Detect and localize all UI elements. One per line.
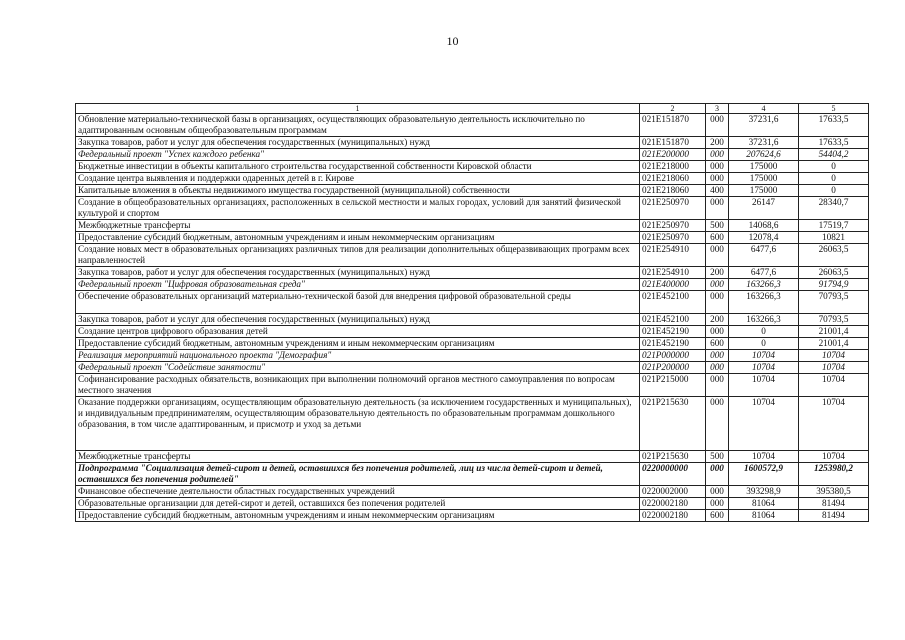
row-type-cell: 000: [706, 498, 729, 510]
row-value-2019-cell: 10704: [729, 451, 799, 463]
row-value-2020-cell: 70793,5: [799, 291, 869, 314]
row-value-2020-cell: 395380,5: [799, 486, 869, 498]
table-row: [76, 279, 869, 291]
row-code-cell: 021E254910: [640, 244, 706, 267]
row-type-cell: 000: [706, 291, 729, 314]
row-type-cell: 200: [706, 314, 729, 326]
row-code-cell: 021P215630: [640, 397, 706, 451]
table-row: [76, 326, 869, 338]
row-code-cell: 0220000000: [640, 463, 706, 486]
row-value-2019-cell: 81064: [729, 510, 799, 522]
row-value-2019-cell: 10704: [729, 362, 799, 374]
row-name-cell: Межбюджетные трансферты: [76, 220, 640, 232]
row-value-2020-cell: 28340,7: [799, 197, 869, 220]
row-type-cell: 500: [706, 220, 729, 232]
row-name-cell: Капитальные вложения в объекты недвижимого имущества государственной (муниципальной) собственности: [76, 185, 640, 197]
row-type-cell: 000: [706, 244, 729, 267]
row-name-cell: Обновление материально-технической базы в организациях, осуществляющих образовательную деятельность исключительно по адаптированным основным общеобразовательным программам: [76, 114, 640, 137]
row-type-cell: 000: [706, 173, 729, 185]
row-name-cell: Федеральный проект "Содействие занятости": [76, 362, 640, 374]
table-row: [76, 137, 869, 149]
row-name-cell: Закупка товаров, работ и услуг для обеспечения государственных (муниципальных) нужд: [76, 314, 640, 326]
row-value-2020-cell: 21001,4: [799, 338, 869, 350]
row-value-2019-cell: 175000: [729, 185, 799, 197]
table-row: [76, 267, 869, 279]
row-value-2019-cell: 175000: [729, 173, 799, 185]
row-value-2020-cell: 26063,5: [799, 267, 869, 279]
row-type-cell: 000: [706, 149, 729, 161]
row-type-cell: 000: [706, 350, 729, 362]
table-row: [76, 362, 869, 374]
row-code-cell: 021E250970: [640, 232, 706, 244]
row-value-2019-cell: 26147: [729, 197, 799, 220]
row-value-2020-cell: 10704: [799, 350, 869, 362]
table-row: [76, 486, 869, 498]
row-value-2019-cell: 37231,6: [729, 114, 799, 137]
table-row: [76, 149, 869, 161]
row-type-cell: 600: [706, 510, 729, 522]
row-value-2019-cell: 12078,4: [729, 232, 799, 244]
row-name-cell: Создание центра выявления и поддержки одаренных детей в г. Кирове: [76, 173, 640, 185]
row-value-2019-cell: 163266,3: [729, 291, 799, 314]
row-value-2019-cell: 393298,9: [729, 486, 799, 498]
row-code-cell: 021E250970: [640, 220, 706, 232]
row-value-2020-cell: 10704: [799, 374, 869, 397]
row-value-2019-cell: 163266,3: [729, 279, 799, 291]
header-col-1: 1: [76, 104, 640, 114]
row-type-cell: 400: [706, 185, 729, 197]
table-row: [76, 173, 869, 185]
row-value-2020-cell: 81494: [799, 510, 869, 522]
table-row: [76, 197, 869, 220]
row-code-cell: 0220002000: [640, 486, 706, 498]
row-code-cell: 021E218000: [640, 161, 706, 173]
row-value-2020-cell: 0: [799, 173, 869, 185]
row-value-2020-cell: 17633,5: [799, 114, 869, 137]
table-row: [76, 232, 869, 244]
row-name-cell: Федеральный проект "Успех каждого ребенка": [76, 149, 640, 161]
table-row: [76, 374, 869, 397]
table-row: [76, 451, 869, 463]
row-code-cell: 021P200000: [640, 362, 706, 374]
row-name-cell: Закупка товаров, работ и услуг для обеспечения государственных (муниципальных) нужд: [76, 267, 640, 279]
row-value-2019-cell: 207624,6: [729, 149, 799, 161]
row-name-cell: Финансовое обеспечение деятельности областных государственных учреждений: [76, 486, 640, 498]
page-number: 10: [446, 34, 459, 48]
row-value-2020-cell: 70793,5: [799, 314, 869, 326]
row-code-cell: 021E218060: [640, 185, 706, 197]
row-type-cell: 000: [706, 362, 729, 374]
row-name-cell: Создание центров цифрового образования детей: [76, 326, 640, 338]
row-name-cell: Предоставление субсидий бюджетным, автономным учреждениям и иным некоммерческим организациям: [76, 338, 640, 350]
row-code-cell: 021E218060: [640, 173, 706, 185]
row-type-cell: 600: [706, 338, 729, 350]
row-name-cell: Предоставление субсидий бюджетным, автономным учреждениям и иным некоммерческим организациям: [76, 232, 640, 244]
row-value-2019-cell: 0: [729, 326, 799, 338]
row-name-cell: Оказание поддержки организациям, осуществляющим образовательную деятельность (за исключением государственных и муниципальных), и индивидуальным предпринимателям, осуществляющим образовательную деятельность по образовательным программам дошкольного образования, в том числе адаптированным, и присмотр и уход за детьми: [76, 397, 640, 451]
row-value-2020-cell: 91794,9: [799, 279, 869, 291]
row-type-cell: 000: [706, 161, 729, 173]
row-value-2019-cell: 10704: [729, 397, 799, 451]
row-type-cell: 000: [706, 326, 729, 338]
row-code-cell: 021E400000: [640, 279, 706, 291]
row-code-cell: 0220002180: [640, 510, 706, 522]
row-value-2019-cell: 6477,6: [729, 244, 799, 267]
row-value-2020-cell: 0: [799, 161, 869, 173]
row-code-cell: 021E151870: [640, 114, 706, 137]
budget-table: [75, 103, 869, 522]
row-name-cell: Подпрограмма "Социализация детей-сирот и детей, оставшихся без попечения родителей, лиц из числа детей-сирот и детей, оставшихся без попечения родителей": [76, 463, 640, 486]
row-code-cell: 021P215630: [640, 451, 706, 463]
row-type-cell: 000: [706, 463, 729, 486]
row-name-cell: Федеральный проект "Цифровая образовательная среда": [76, 279, 640, 291]
row-code-cell: 0220002180: [640, 498, 706, 510]
row-value-2019-cell: 175000: [729, 161, 799, 173]
table-row: [76, 350, 869, 362]
row-code-cell: 021E452100: [640, 291, 706, 314]
row-value-2020-cell: 54404,2: [799, 149, 869, 161]
row-name-cell: Софинансирование расходных обязательств, возникающих при выполнении полномочий органов местного самоуправления по вопросам местного значения: [76, 374, 640, 397]
row-type-cell: 000: [706, 197, 729, 220]
row-value-2019-cell: 10704: [729, 374, 799, 397]
header-col-3: 3: [706, 104, 729, 114]
row-name-cell: Создание новых мест в образовательных организациях различных типов для реализации дополнительных общеразвивающих программ всех направленностей: [76, 244, 640, 267]
row-value-2020-cell: 1253980,2: [799, 463, 869, 486]
row-value-2020-cell: 10704: [799, 451, 869, 463]
header-col-5: 5: [799, 104, 869, 114]
table-row: [76, 498, 869, 510]
row-code-cell: 021E452100: [640, 314, 706, 326]
row-code-cell: 021E151870: [640, 137, 706, 149]
row-code-cell: 021E250970: [640, 197, 706, 220]
row-value-2019-cell: 6477,6: [729, 267, 799, 279]
row-value-2019-cell: 10704: [729, 350, 799, 362]
table-row: [76, 314, 869, 326]
row-name-cell: Межбюджетные трансферты: [76, 451, 640, 463]
row-type-cell: 200: [706, 267, 729, 279]
row-name-cell: Предоставление субсидий бюджетным, автономным учреждениям и иным некоммерческим организациям: [76, 510, 640, 522]
row-value-2020-cell: 17519,7: [799, 220, 869, 232]
table-row: [76, 161, 869, 173]
row-type-cell: 000: [706, 397, 729, 451]
row-value-2020-cell: 10821: [799, 232, 869, 244]
table-header-row: [76, 104, 869, 114]
table-row: [76, 463, 869, 486]
row-name-cell: Обеспечение образовательных организаций материально-технической базой для внедрения цифровой образовательной среды: [76, 291, 640, 314]
table-row: [76, 291, 869, 314]
row-value-2020-cell: 10704: [799, 362, 869, 374]
row-type-cell: 000: [706, 279, 729, 291]
row-code-cell: 021P000000: [640, 350, 706, 362]
row-type-cell: 500: [706, 451, 729, 463]
row-name-cell: Создание в общеобразовательных организациях, расположенных в сельской местности и малых городах, условий для занятий физической культурой и спортом: [76, 197, 640, 220]
header-col-2: 2: [640, 104, 706, 114]
row-code-cell: 021E200000: [640, 149, 706, 161]
row-code-cell: 021E254910: [640, 267, 706, 279]
row-value-2020-cell: 17633,5: [799, 137, 869, 149]
table-row: [76, 220, 869, 232]
row-value-2019-cell: 81064: [729, 498, 799, 510]
table-row: [76, 510, 869, 522]
table-row: [76, 114, 869, 137]
row-value-2020-cell: 26063,5: [799, 244, 869, 267]
table-row: [76, 244, 869, 267]
row-value-2020-cell: 0: [799, 185, 869, 197]
header-col-4: 4: [729, 104, 799, 114]
row-value-2019-cell: 0: [729, 338, 799, 350]
row-code-cell: 021P215000: [640, 374, 706, 397]
row-name-cell: Реализация мероприятий национального проекта "Демография": [76, 350, 640, 362]
row-code-cell: 021E452190: [640, 338, 706, 350]
row-type-cell: 000: [706, 374, 729, 397]
row-code-cell: 021E452190: [640, 326, 706, 338]
table-row: [76, 397, 869, 451]
row-type-cell: 000: [706, 486, 729, 498]
row-value-2019-cell: 1600572,9: [729, 463, 799, 486]
row-name-cell: Бюджетные инвестиции в объекты капитального строительства государственной собственности Кировской области: [76, 161, 640, 173]
row-value-2020-cell: 21001,4: [799, 326, 869, 338]
row-type-cell: 000: [706, 114, 729, 137]
row-value-2019-cell: 14068,6: [729, 220, 799, 232]
row-type-cell: 600: [706, 232, 729, 244]
table-row: [76, 185, 869, 197]
row-type-cell: 200: [706, 137, 729, 149]
row-value-2020-cell: 10704: [799, 397, 869, 451]
row-value-2019-cell: 163266,3: [729, 314, 799, 326]
row-name-cell: Образовательные организации для детей-сирот и детей, оставшихся без попечения родителей: [76, 498, 640, 510]
row-name-cell: Закупка товаров, работ и услуг для обеспечения государственных (муниципальных) нужд: [76, 137, 640, 149]
table-row: [76, 338, 869, 350]
row-value-2020-cell: 81494: [799, 498, 869, 510]
row-value-2019-cell: 37231,6: [729, 137, 799, 149]
